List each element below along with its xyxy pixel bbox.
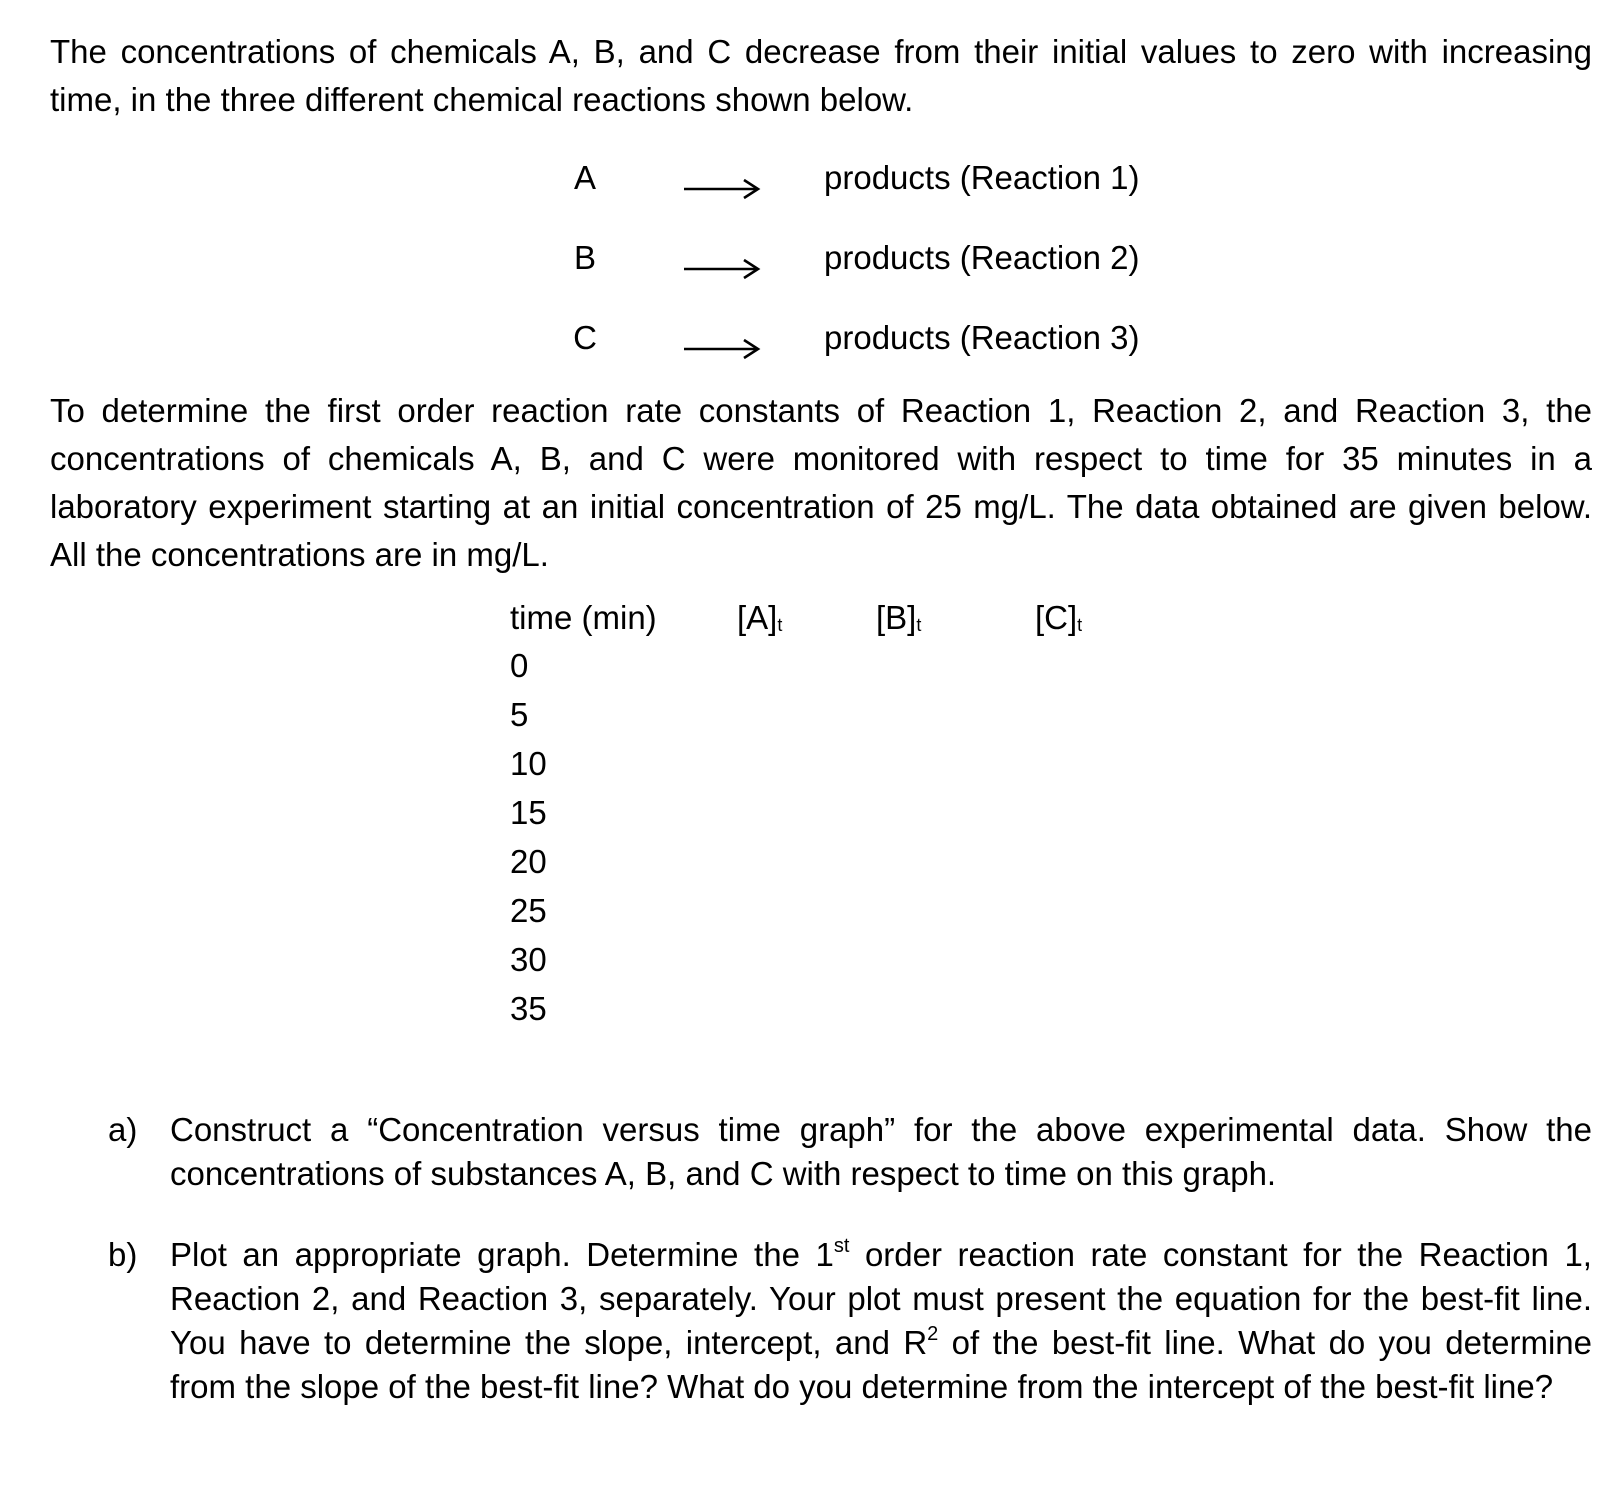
- table-cell-time: 5: [510, 696, 529, 733]
- reactant-label: C: [573, 319, 597, 356]
- header-c: $[C]_t$: [1035, 599, 1083, 636]
- reaction-arrow-icon: [682, 246, 762, 294]
- question-text: Construct a “Concentration versus time graph” for the above experimental data. Show the concentrations of substances A, B, and C with respect to time on this graph.: [170, 1111, 1592, 1192]
- question-a: [108, 1108, 1592, 1198]
- question-b: [108, 1233, 1592, 1455]
- header-a: $[A]_t$: [737, 599, 783, 636]
- reaction-arrow-icon: [682, 326, 762, 374]
- products-label: products (Reaction 3): [824, 319, 1140, 356]
- table-cell-time: 10: [510, 745, 547, 782]
- intro-paragraph: The concentrations of chemicals A, B, and C decrease from their initial values to zero with increasing time, in the three different chemical reactions shown below.: [50, 33, 1592, 118]
- table-cell-time: 25: [510, 892, 547, 929]
- table-cell-time: 0: [510, 647, 529, 684]
- header-b: $[B]_t$: [876, 599, 922, 636]
- question-text: Plot an appropriate graph. Determine the 1st order reaction rate constant for the Reaction 1, Reaction 2, and Reaction 3, separately. Your plot must present the equation for the best-fit line. You have to determine the slope, intercept, and $R^2$ of the best-fit line. What do you determine from the slope of the best-fit line? What do you determine from the intercept of the best-fit line?: [170, 1235, 1592, 1405]
- question-label: b): [108, 1236, 138, 1273]
- table-cell-time: 35: [510, 990, 547, 1027]
- table-cell-time: 15: [510, 794, 547, 831]
- products-label: products (Reaction 2): [824, 239, 1140, 276]
- question-label: a): [108, 1111, 138, 1148]
- table-cell-time: 30: [510, 941, 547, 978]
- reaction-arrow-icon: [682, 166, 762, 214]
- products-label: products (Reaction 1): [824, 159, 1140, 196]
- table-cell-time: 20: [510, 843, 547, 880]
- reactant-label: A: [573, 159, 596, 196]
- setup-paragraph: To determine the first order reaction rate constants of Reaction 1, Reaction 2, and Reaction 3, the concentrations of chemicals A, B, and C were monitored with respect to time for 35 minutes in a laboratory experiment starting at an initial concentration of 25 mg/L. The data obtained are given below. All the concentrations are in mg/L.: [50, 392, 1592, 573]
- header-time: time (min): [510, 599, 657, 636]
- reactant-label: B: [573, 239, 596, 276]
